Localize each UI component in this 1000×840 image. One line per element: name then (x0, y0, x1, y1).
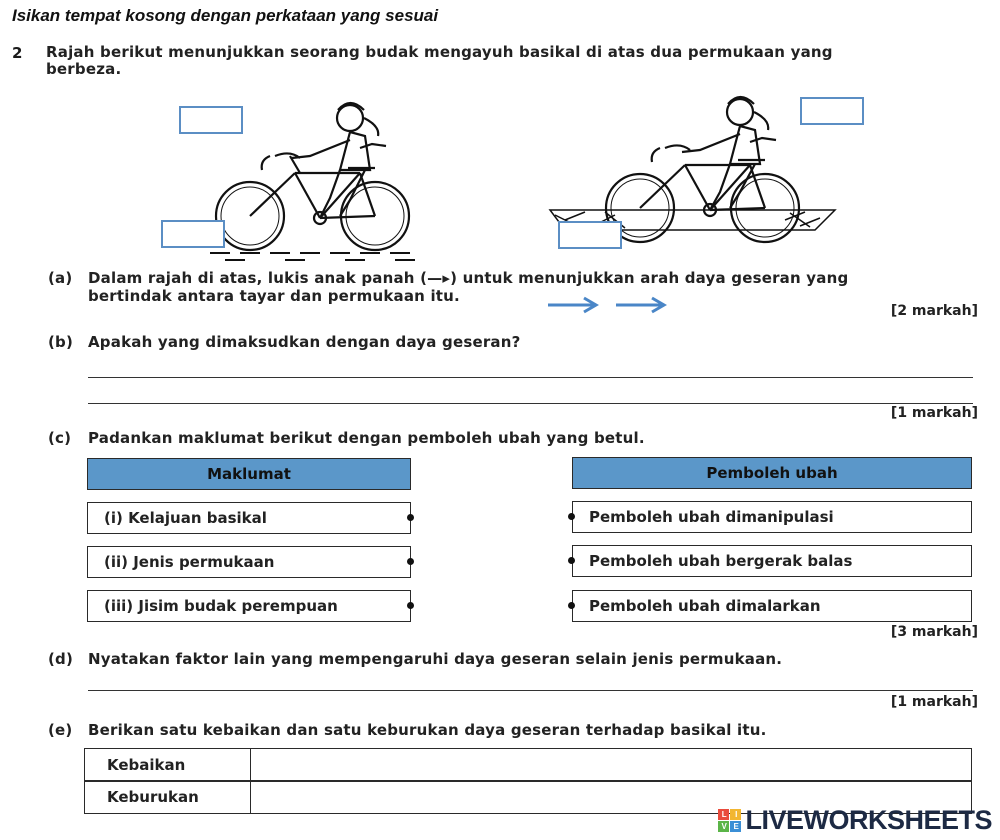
answer-box-left-top[interactable] (179, 106, 243, 134)
match-dot-right-2[interactable] (568, 557, 575, 564)
answer-box-right-bottom[interactable] (558, 221, 622, 249)
liveworksheets-logo-icon: L I V E (718, 809, 741, 832)
part-c-marks: [3 markah] (890, 624, 978, 640)
part-d-answer-line[interactable] (88, 690, 973, 691)
kebaikan-answer[interactable] (250, 748, 972, 782)
match-dot-left-2[interactable] (407, 558, 414, 565)
part-e-label: (e) (48, 721, 73, 739)
match-dot-left-3[interactable] (407, 602, 414, 609)
part-b-marks: [1 markah] (890, 405, 978, 421)
pemboleh-ubah-item-1: Pemboleh ubah dimanipulasi (572, 501, 972, 533)
pemboleh-ubah-item-3: Pemboleh ubah dimalarkan (572, 590, 972, 622)
pemboleh-ubah-header: Pemboleh ubah (572, 457, 972, 489)
keburukan-label: Keburukan (84, 780, 250, 814)
part-c-question: Padankan maklumat berikut dengan pemboleh ubah yang betul. (88, 429, 645, 447)
part-d-question: Nyatakan faktor lain yang mempengaruhi daya geseran selain jenis permukaan. (88, 650, 783, 668)
liveworksheets-logo (718, 805, 992, 836)
draggable-arrow-2[interactable] (616, 298, 664, 312)
draggable-arrow-1[interactable] (548, 298, 596, 312)
part-b-answer-line-2[interactable] (88, 403, 973, 404)
maklumat-item-1: (i) Kelajuan basikal (87, 502, 411, 534)
arrow-pair (544, 295, 674, 315)
liveworksheets-logo-text: LIVEWORKSHEETS (745, 805, 992, 835)
question-text-line2: berbeza. (46, 60, 122, 78)
answer-box-left-bottom[interactable] (161, 220, 225, 248)
part-e-question: Berikan satu kebaikan dan satu keburukan daya geseran terhadap basikal itu. (88, 721, 767, 739)
pemboleh-ubah-item-2: Pemboleh ubah bergerak balas (572, 545, 972, 577)
part-d-marks: [1 markah] (890, 694, 978, 710)
maklumat-item-2: (ii) Jenis permukaan (87, 546, 411, 578)
question-text-line1: Rajah berikut menunjukkan seorang budak mengayuh basikal di atas dua permukaan yang (46, 43, 833, 61)
part-b-label: (b) (48, 333, 74, 351)
answer-box-right-top[interactable] (800, 97, 864, 125)
part-a-line2: bertindak antara tayar dan permukaan itu. (88, 287, 460, 305)
maklumat-header: Maklumat (87, 458, 411, 490)
match-dot-right-3[interactable] (568, 602, 575, 609)
part-b-question: Apakah yang dimaksudkan dengan daya geseran? (88, 333, 521, 351)
part-a-line1: Dalam rajah di atas, lukis anak panah (—▸) untuk menunjukkan arah daya geseran yang (88, 269, 849, 287)
instruction-text: Isikan tempat kosong dengan perkataan yang sesuai (12, 6, 439, 25)
kebaikan-label: Kebaikan (84, 748, 250, 782)
match-dot-left-1[interactable] (407, 514, 414, 521)
question-text (46, 44, 986, 78)
part-c-label: (c) (48, 429, 72, 447)
part-a-marks: [2 markah] (890, 303, 978, 319)
question-number: 2 (12, 44, 23, 62)
maklumat-item-3: (iii) Jisim budak perempuan (87, 590, 411, 622)
part-d-label: (d) (48, 650, 74, 668)
part-b-answer-line-1[interactable] (88, 377, 973, 378)
match-dot-right-1[interactable] (568, 513, 575, 520)
part-a-label: (a) (48, 269, 73, 287)
